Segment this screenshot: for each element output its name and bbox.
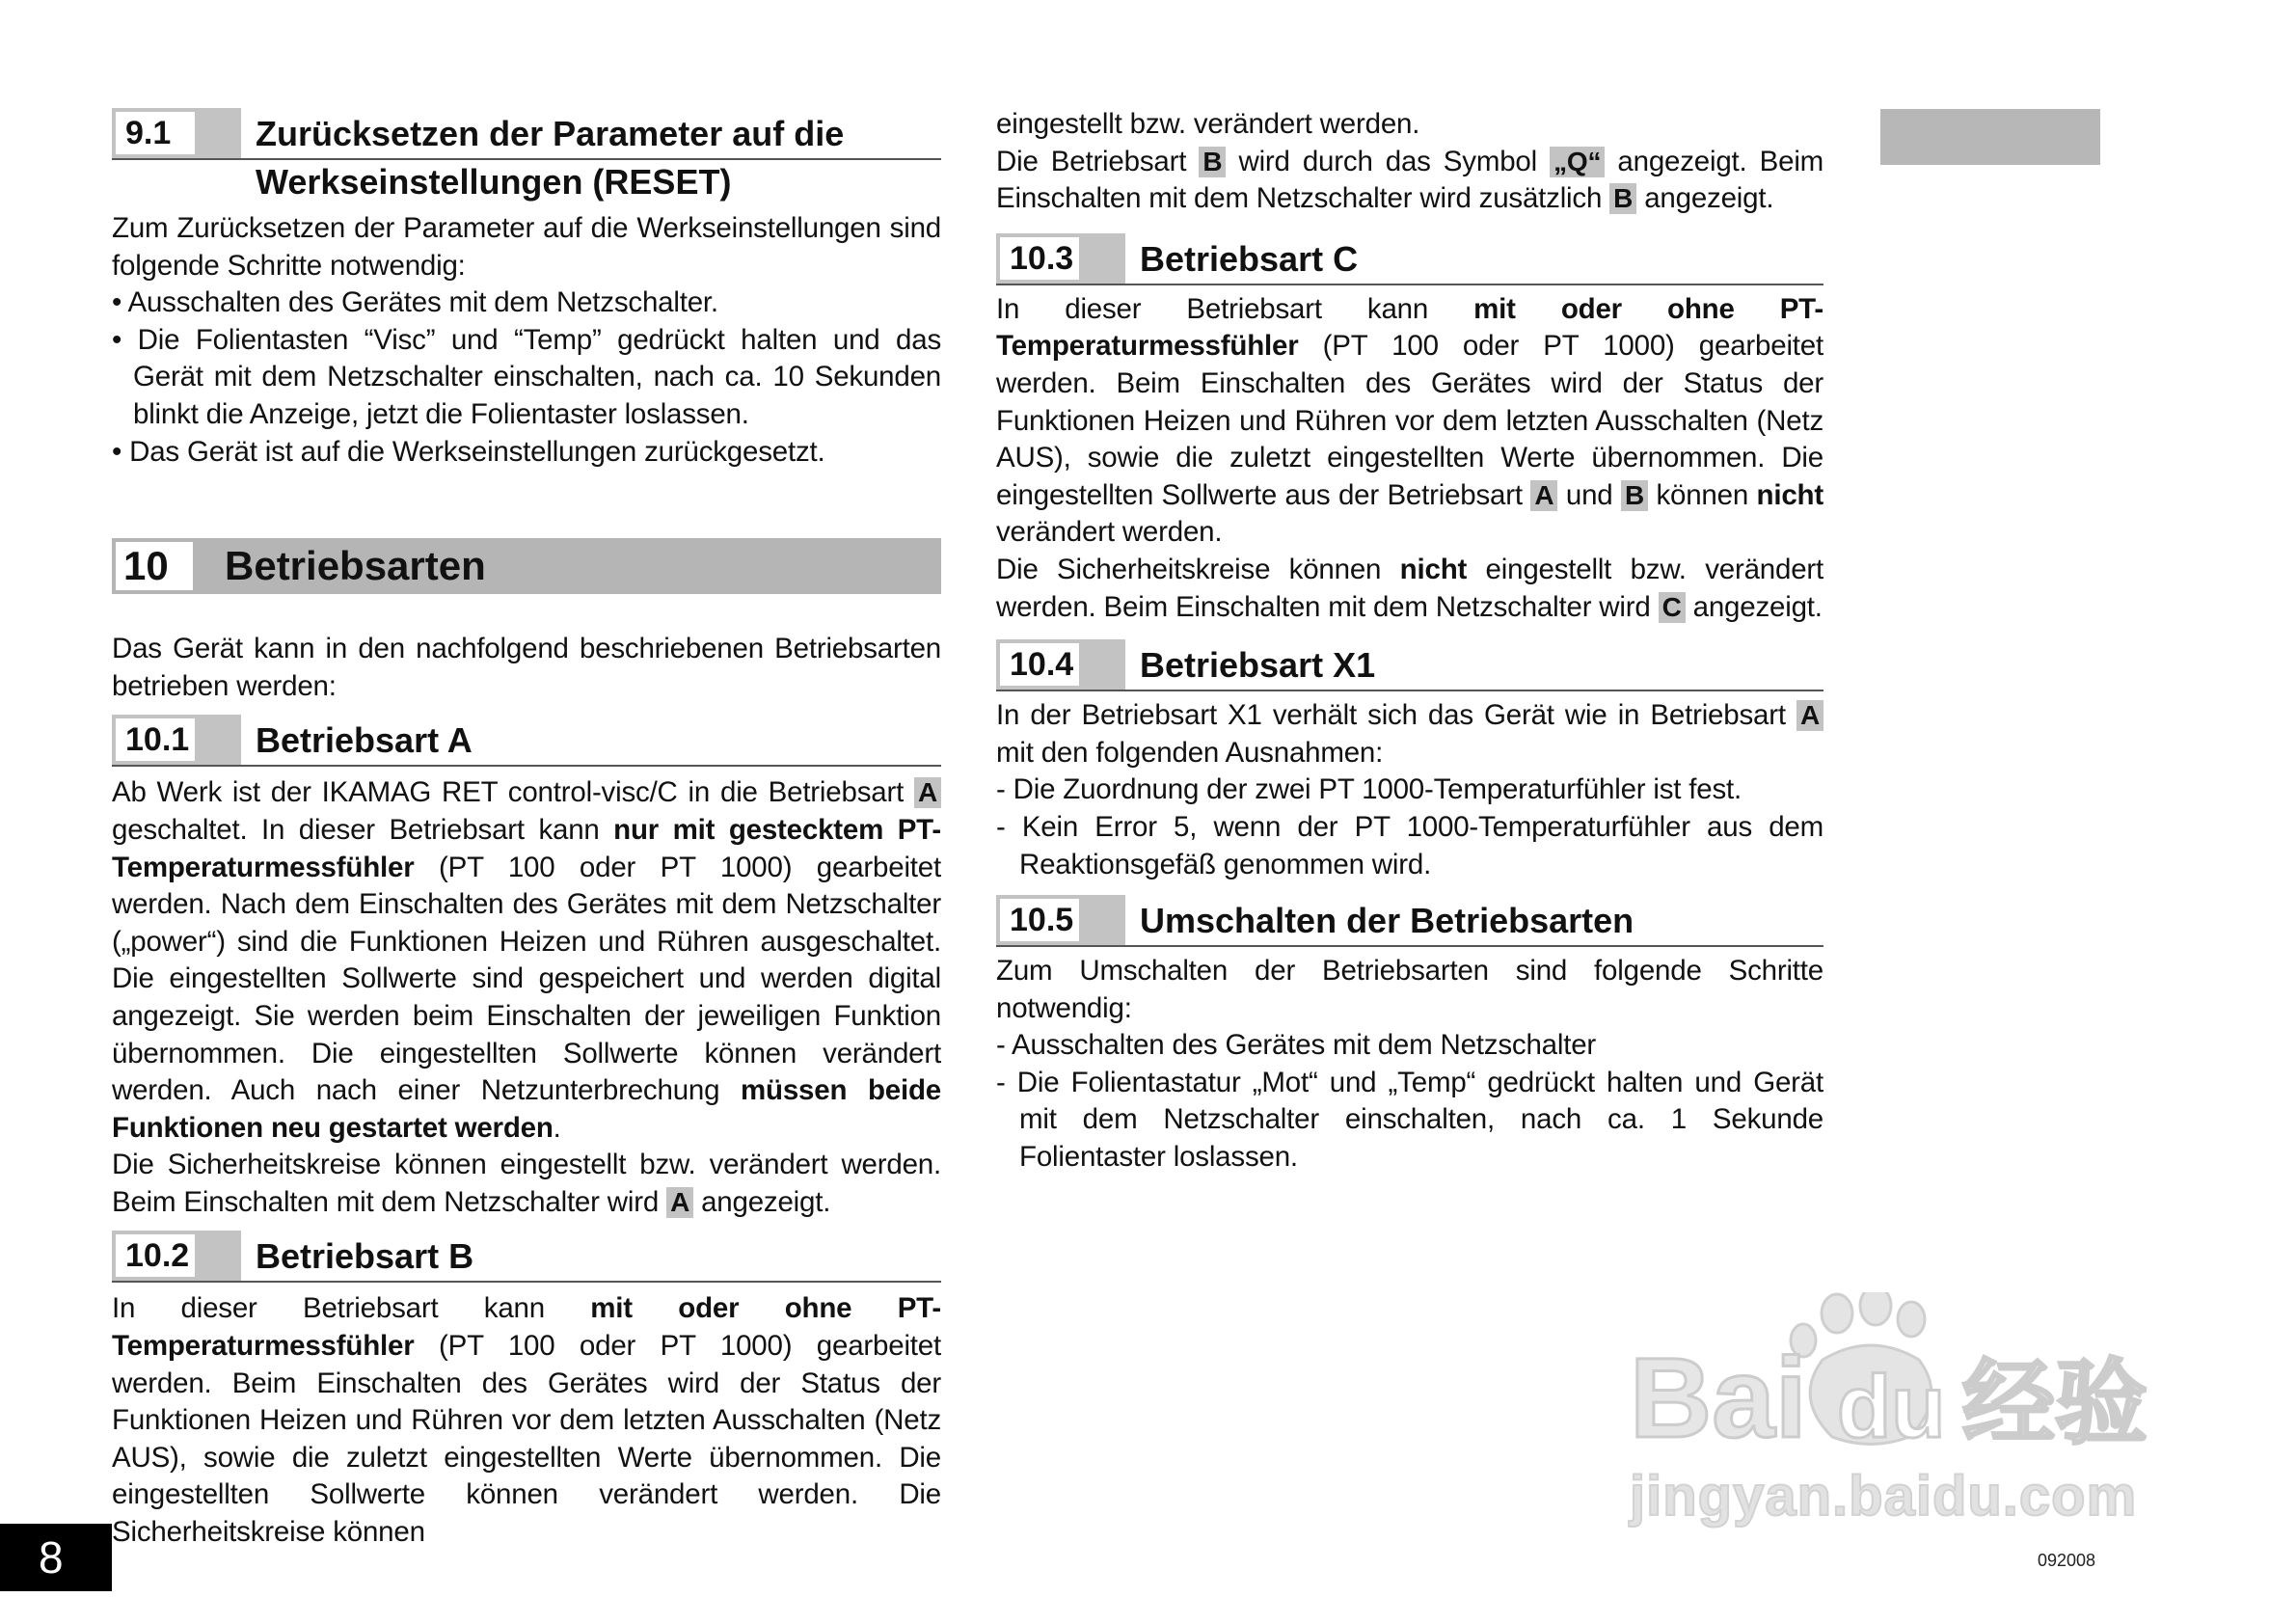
- text: eingestellt bzw. verändert werden. Beim Einschalten mit dem Netzschalter wird: [996, 553, 1824, 623]
- list-item: - Kein Error 5, wenn der PT 1000-Temperaturfühler aus dem Reaktionsgefäß genommen wird.: [996, 810, 1823, 880]
- paragraph: [996, 697, 1823, 771]
- text: Die Sicherheitskreise können: [996, 553, 1382, 585]
- section-10-2-heading: [112, 1231, 941, 1283]
- bold-text: mit oder ohne PT-Temperaturmessfühler: [112, 1292, 941, 1363]
- section-number: 10: [116, 542, 193, 590]
- text: In der Betriebsart X1 verhält sich das Gerät wie in Betriebsart: [996, 699, 1786, 732]
- text: wird durch das Symbol: [1238, 145, 1537, 177]
- document-code: 092008: [2038, 1551, 2096, 1570]
- bold-text: nicht: [1399, 553, 1468, 585]
- logo-lettering: Bai: [1630, 1335, 1807, 1456]
- section-number-box: [996, 233, 1125, 284]
- list-item: - Die Zuordnung der zwei PT 1000-Temperaturfühler ist fest.: [996, 773, 1742, 806]
- right-column: [996, 106, 1823, 1177]
- text: mit den folgenden Ausnahmen:: [996, 736, 1384, 769]
- text: verändert werden.: [996, 516, 1223, 549]
- section-9-1-heading: [112, 108, 941, 160]
- paragraph: [112, 1147, 941, 1221]
- section-title: Betriebsart C: [1140, 238, 1359, 279]
- mode-badge: C: [1659, 592, 1686, 623]
- paragraph: [112, 774, 941, 1147]
- mode-badge: B: [1621, 480, 1648, 511]
- list-item: - Ausschalten des Gerätes mit dem Netzschalter: [996, 1029, 1597, 1062]
- paragraph: Zum Umschalten der Betriebsarten sind folgende Schritte notwendig:: [996, 955, 1823, 1024]
- mode-badge: A: [914, 777, 941, 808]
- baidu-jingyan-logo: [1630, 1292, 2170, 1456]
- text: Die Betriebsart: [996, 145, 1187, 177]
- mode-badge: B: [1609, 183, 1636, 214]
- section-number: 10.2: [116, 1234, 195, 1277]
- watermark-url: jingyan.baidu.com: [1630, 1465, 2138, 1528]
- section-10-1-heading: [112, 715, 941, 767]
- mode-badge: A: [1796, 700, 1823, 731]
- paragraph: Zum Zurücksetzen der Parameter auf die Werkseinstellungen sind folgende Schritte notwendig:: [112, 212, 941, 282]
- text: Ab Werk ist der IKAMAG RET control-visc/C in die Betriebsart: [112, 776, 905, 809]
- baidu-watermark: [1630, 1292, 2170, 1533]
- bold-text: nur mit gestecktem PT-Temperaturmessfühler: [112, 813, 941, 883]
- symbol-badge: [1550, 147, 1605, 177]
- text: (PT 100 oder PT 1000) gearbeitet werden. Nach dem Einschalten des Gerätes mit dem Netzschalter („power“) sind die Funktionen Heizen und Rühren ausgeschaltet. Die eingestellten Sollwerte sind gespeichert und werden digital angezeigt. Sie werden beim Einschalten der jeweiligen Funktion übernommen. Die eingestellten Sollwerte können verändert werden. Auch nach einer Netzunterbrechung: [112, 851, 942, 1107]
- mode-badge: A: [1530, 480, 1557, 511]
- text: (PT 100 oder PT 1000) gearbeitet werden. Beim Einschalten des Gerätes wird der Status der Funktionen Heizen und Rühren vor dem letzten Ausschalten (Netz AUS), sowie die zuletzt eingestellten Werte übernommen. Die eingestellten Sollwerte aus der Betriebsart: [996, 330, 1823, 511]
- svg-text:经验: 经验: [1962, 1349, 2147, 1456]
- section-title: Zurücksetzen der Parameter auf die: [256, 114, 845, 153]
- paragraph: [996, 291, 1823, 552]
- section-10-4-heading: [996, 639, 1823, 691]
- text: Die Sicherheitskreise können eingestellt bzw. verändert werden. Beim Einschalten mit dem Netzschalter wird: [112, 1149, 941, 1218]
- section-10-heading: [112, 538, 941, 594]
- text: können: [1656, 478, 1749, 511]
- mode-badge: B: [1199, 147, 1226, 177]
- text: angezeigt. Beim Einschalten mit dem Netzschalter wird zusätzlich: [996, 145, 1824, 215]
- section-title: Betriebsart A: [256, 720, 473, 761]
- quote-open: „: [1553, 146, 1567, 176]
- paragraph: eingestellt bzw. verändert werden.: [996, 108, 1420, 140]
- section-10-5-heading: [996, 895, 1823, 947]
- mode-badge: A: [666, 1187, 693, 1218]
- page-number: 8: [0, 1524, 112, 1591]
- section-number: 9.1: [116, 112, 195, 154]
- section-number-box: [996, 895, 1125, 945]
- text: geschaltet. In dieser Betriebsart kann: [112, 813, 600, 846]
- text: (PT 100 oder PT 1000) gearbeitet werden. Beim Einschalten des Gerätes wird der Status der Funktionen Heizen und Rühren vor dem letzten Ausschalten (Netz AUS), sowie die zuletzt eingestellten Werte übernommen. Die eingestellten Sollwerte können verändert werden. Die Sicherheitskreise können: [112, 1330, 942, 1549]
- section-number-box: [112, 715, 241, 765]
- text: .: [553, 1111, 561, 1144]
- section-number: 10.4: [1000, 643, 1079, 686]
- list-item: • Das Gerät ist auf die Werkseinstellungen zurückgesetzt.: [112, 435, 825, 468]
- section-title: Betriebsarten: [225, 543, 486, 589]
- section-title: Umschalten der Betriebsarten: [1140, 901, 1634, 941]
- text: angezeigt.: [1644, 182, 1774, 215]
- list-item: - Die Folientastatur „Mot“ und „Temp“ gedrückt halten und Gerät mit dem Netzschalter einschalten, nach ca. 1 Sekunde Folientaster loslassen.: [996, 1066, 1823, 1174]
- text: angezeigt.: [1692, 590, 1823, 623]
- section-title-line2: Werkseinstellungen (RESET): [256, 162, 732, 202]
- bold-text: nicht: [1756, 478, 1823, 511]
- symbol: Q: [1566, 146, 1588, 176]
- section-title: Betriebsart X1: [1140, 645, 1376, 686]
- section-number: 10.5: [1000, 899, 1079, 941]
- section-10-3-heading: [996, 233, 1823, 285]
- section-title: Betriebsart B: [256, 1236, 474, 1277]
- text: und: [1565, 478, 1613, 511]
- text: In dieser Betriebsart kann: [996, 292, 1429, 325]
- left-column: [112, 108, 941, 1552]
- bold-text: müssen beide Funktionen neu gestartet werden: [112, 1074, 941, 1144]
- paragraph: [112, 1290, 941, 1551]
- svg-text:du: du: [1837, 1358, 1946, 1456]
- section-number: 10.3: [1000, 237, 1079, 280]
- text: angezeigt.: [701, 1185, 831, 1218]
- paragraph: [996, 552, 1823, 626]
- section-number: 10.1: [116, 718, 195, 761]
- bold-text: mit oder ohne PT-Temperaturmessfühler: [996, 292, 1823, 363]
- section-number-box: [996, 639, 1125, 690]
- text: In dieser Betriebsart kann: [112, 1292, 545, 1325]
- quote-close: “: [1587, 146, 1602, 176]
- list-item: • Ausschalten des Gerätes mit dem Netzschalter.: [112, 286, 718, 319]
- chapter-tab: [1880, 109, 2100, 165]
- section-number-box: [112, 108, 241, 158]
- paragraph: Das Gerät kann in den nachfolgend beschriebenen Betriebsarten betrieben werden:: [112, 633, 941, 702]
- section-number-box: [112, 1231, 241, 1281]
- paragraph: [996, 144, 1823, 218]
- list-item: • Die Folientasten “Visc” und “Temp” gedrückt halten und das Gerät mit dem Netzschalter einschalten, nach ca. 10 Sekunden blinkt die Anzeige, jetzt die Folientaster loslassen.: [112, 323, 941, 430]
